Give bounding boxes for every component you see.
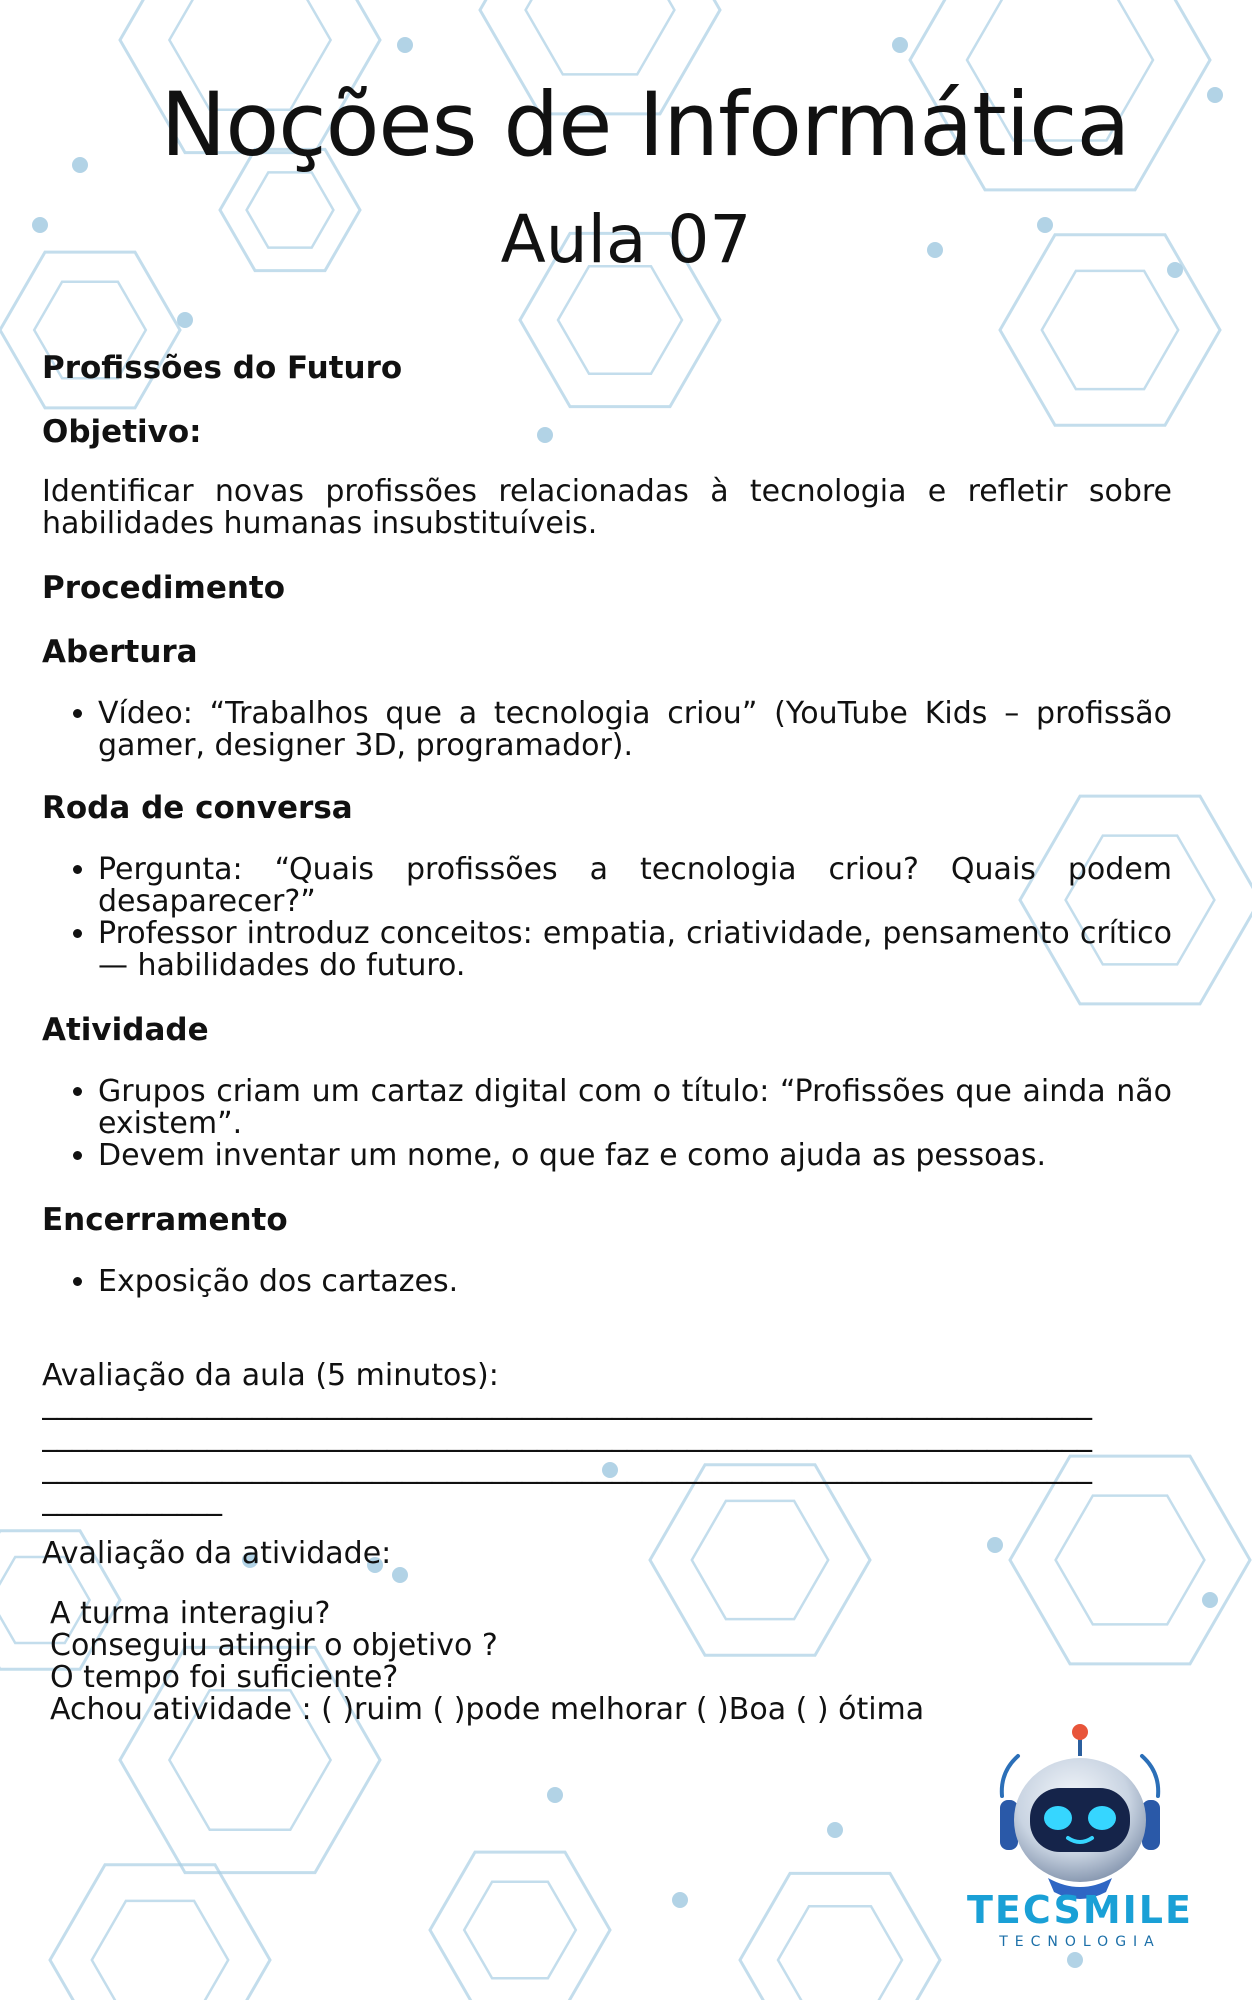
- opening-list: [42, 698, 1172, 762]
- logo-name: TECSMILE: [967, 1888, 1193, 1932]
- evaluation-question: O tempo foi suficiente?: [50, 1660, 399, 1695]
- lesson-content: [42, 350, 1172, 1726]
- list-item: • Grupos criam um cartaz digital com o título: “Profissões que ainda não existem”.: [98, 1076, 1172, 1140]
- list-item: • Devem inventar um nome, o que faz e como ajuda as pessoas.: [98, 1140, 1172, 1172]
- topic-heading: Profissões do Futuro: [42, 350, 403, 386]
- blank-line: ____________: [42, 1484, 222, 1516]
- evaluation-question: A turma interagiu?: [50, 1596, 331, 1631]
- page-subtitle: Aula 07: [500, 201, 752, 278]
- activity-heading: Atividade: [42, 1012, 209, 1048]
- list-item: • Professor introduz conceitos: empatia, criatividade, pensamento crítico — habilidades do futuro.: [98, 918, 1172, 982]
- list-item: • Pergunta: “Quais profissões a tecnologia criou? Quais podem desaparecer?”: [98, 854, 1172, 918]
- closing-heading: Encerramento: [42, 1202, 288, 1238]
- objective-text: Identificar novas profissões relacionadas à tecnologia e refletir sobre habilidades humanas insubstituíveis.: [42, 474, 1172, 541]
- page-title: Noções de Informática: [160, 73, 1130, 176]
- list-item: • Exposição dos cartazes.: [98, 1266, 1172, 1298]
- class-evaluation-label: Avaliação da aula (5 minutos):: [42, 1358, 499, 1393]
- blank-line: ______________________________________________________________________: [42, 1452, 1092, 1484]
- blank-line: ______________________________________________________________________: [42, 1420, 1092, 1452]
- evaluation-questions: [42, 1598, 1172, 1726]
- objective-heading: Objetivo:: [42, 414, 202, 450]
- conversation-heading: Roda de conversa: [42, 790, 353, 826]
- blank-line: ______________________________________________________________________: [42, 1388, 1092, 1420]
- list-item: • Vídeo: “Trabalhos que a tecnologia criou” (YouTube Kids – profissão gamer, designer 3D, programador).: [98, 698, 1172, 762]
- evaluation-blank-lines: [42, 1388, 1172, 1516]
- closing-list: [42, 1266, 1172, 1298]
- activity-list: [42, 1076, 1172, 1172]
- evaluation-question: Conseguiu atingir o objetivo ?: [50, 1628, 498, 1663]
- opening-heading: Abertura: [42, 634, 198, 670]
- procedure-heading: Procedimento: [42, 570, 286, 606]
- conversation-list: [42, 854, 1172, 982]
- activity-evaluation-label: Avaliação da atividade:: [42, 1536, 392, 1571]
- logo-tagline: TECNOLOGIA: [999, 1934, 1161, 1950]
- evaluation-question: Achou atividade : ( )ruim ( )pode melhorar ( )Boa ( ) ótima: [50, 1692, 925, 1727]
